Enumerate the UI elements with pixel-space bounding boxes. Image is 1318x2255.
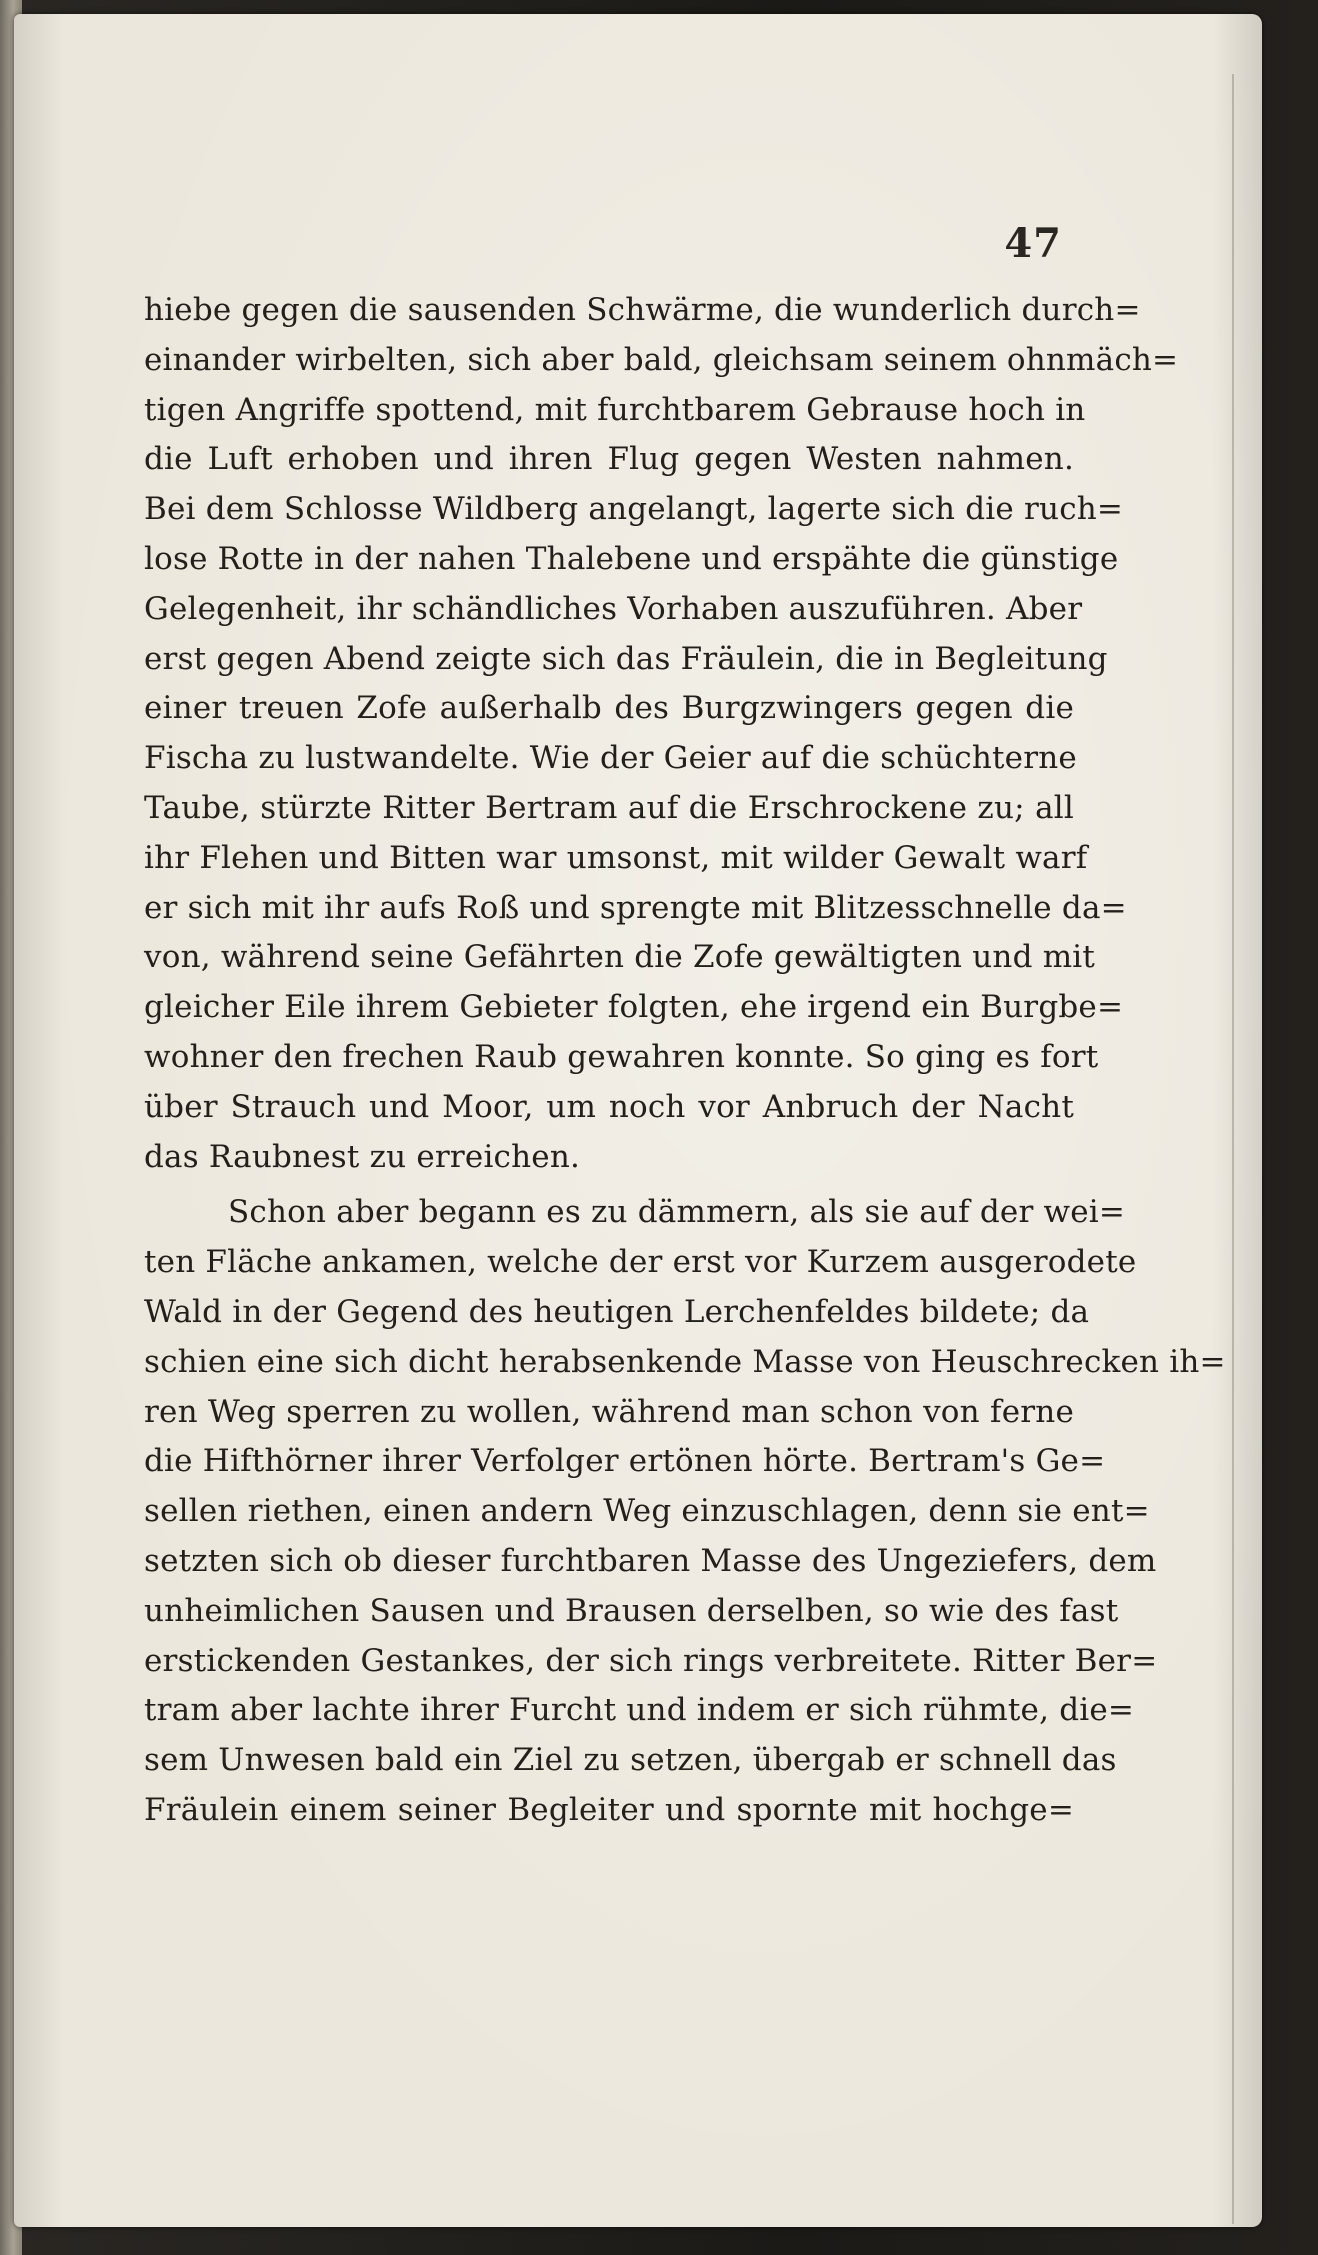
text-line: wohner den frechen Raub gewahren konnte. So ging es fort [144, 1038, 1099, 1075]
text-line: lose Rotte in der nahen Thalebene und erspähte die günstige [144, 540, 1119, 577]
text-line: einer treuen Zofe außerhalb des Burgzwingers gegen die [144, 690, 1074, 727]
text-line: über Strauch und Moor, um noch vor Anbruch der Nacht [144, 1088, 1074, 1125]
text-line: sem Unwesen bald ein Ziel zu setzen, übergab er schnell das [144, 1742, 1117, 1779]
text-line: Fischa zu lustwandelte. Wie der Geier auf die schüchterne [144, 740, 1077, 777]
text-line: von, während seine Gefährten die Zofe gewältigten und mit [144, 939, 1096, 976]
page-fold-shadow [1232, 74, 1234, 2224]
text-line: er sich mit ihr aufs Roß und sprengte mit Blitzesschnelle da= [144, 889, 1127, 926]
text-line: einander wirbelten, sich aber bald, gleichsam seinem ohnmäch= [144, 341, 1179, 378]
text-line: Wald in der Gegend des heutigen Lerchenfeldes bildete; da [144, 1293, 1090, 1330]
text-line: schien eine sich dicht herabsenkende Masse von Heuschrecken ih= [144, 1343, 1226, 1380]
text-line: Bei dem Schlosse Wildberg angelangt, lagerte sich die ruch= [144, 491, 1124, 528]
body-text [144, 286, 1226, 1836]
text-line: tigen Angriffe spottend, mit furchtbarem Gebrause hoch in [144, 391, 1086, 428]
text-line: unheimlichen Sausen und Brausen derselben, so wie des fast [144, 1592, 1119, 1629]
text-line: ren Weg sperren zu wollen, während man schon von ferne [144, 1393, 1074, 1430]
text-line: setzten sich ob dieser furchtbaren Masse des Ungeziefers, dem [144, 1542, 1157, 1579]
text-line: gleicher Eile ihrem Gebieter folgten, ehe irgend ein Burgbe= [144, 989, 1124, 1026]
text-line: das Raubnest zu erreichen. [144, 1138, 581, 1175]
text-line: Fräulein einem seiner Begleiter und spornte mit hochge= [144, 1791, 1074, 1828]
text-line: erst gegen Abend zeigte sich das Fräulein, die in Begleitung [144, 640, 1108, 677]
paragraph [144, 286, 1179, 1182]
text-line: die Hifthörner ihrer Verfolger ertönen hörte. Bertram's Ge= [144, 1443, 1106, 1480]
text-line: ten Fläche ankamen, welche der erst vor Kurzem ausgerodete [144, 1244, 1137, 1281]
text-line: ihr Flehen und Bitten war umsonst, mit wilder Gewalt warf [144, 839, 1088, 876]
paragraph [144, 1188, 1226, 1835]
page-number: 47 [1004, 220, 1062, 267]
text-line: hiebe gegen die sausenden Schwärme, die wunderlich durch= [144, 292, 1141, 328]
text-line: Gelegenheit, ihr schändliches Vorhaben auszuführen. Aber [144, 590, 1083, 627]
text-line: erstickenden Gestankes, der sich rings verbreitete. Ritter Ber= [144, 1642, 1158, 1679]
text-line: sellen riethen, einen andern Weg einzuschlagen, denn sie ent= [144, 1493, 1150, 1530]
book-page [14, 14, 1262, 2227]
text-line: Taube, stürzte Ritter Bertram auf die Erschrockene zu; all [144, 789, 1074, 826]
text-line: die Luft erhoben und ihren Flug gegen Westen nahmen. [144, 441, 1074, 478]
text-line: Schon aber begann es zu dämmern, als sie auf der wei= [228, 1194, 1126, 1231]
text-line: tram aber lachte ihrer Furcht und indem er sich rühmte, die= [144, 1692, 1135, 1729]
